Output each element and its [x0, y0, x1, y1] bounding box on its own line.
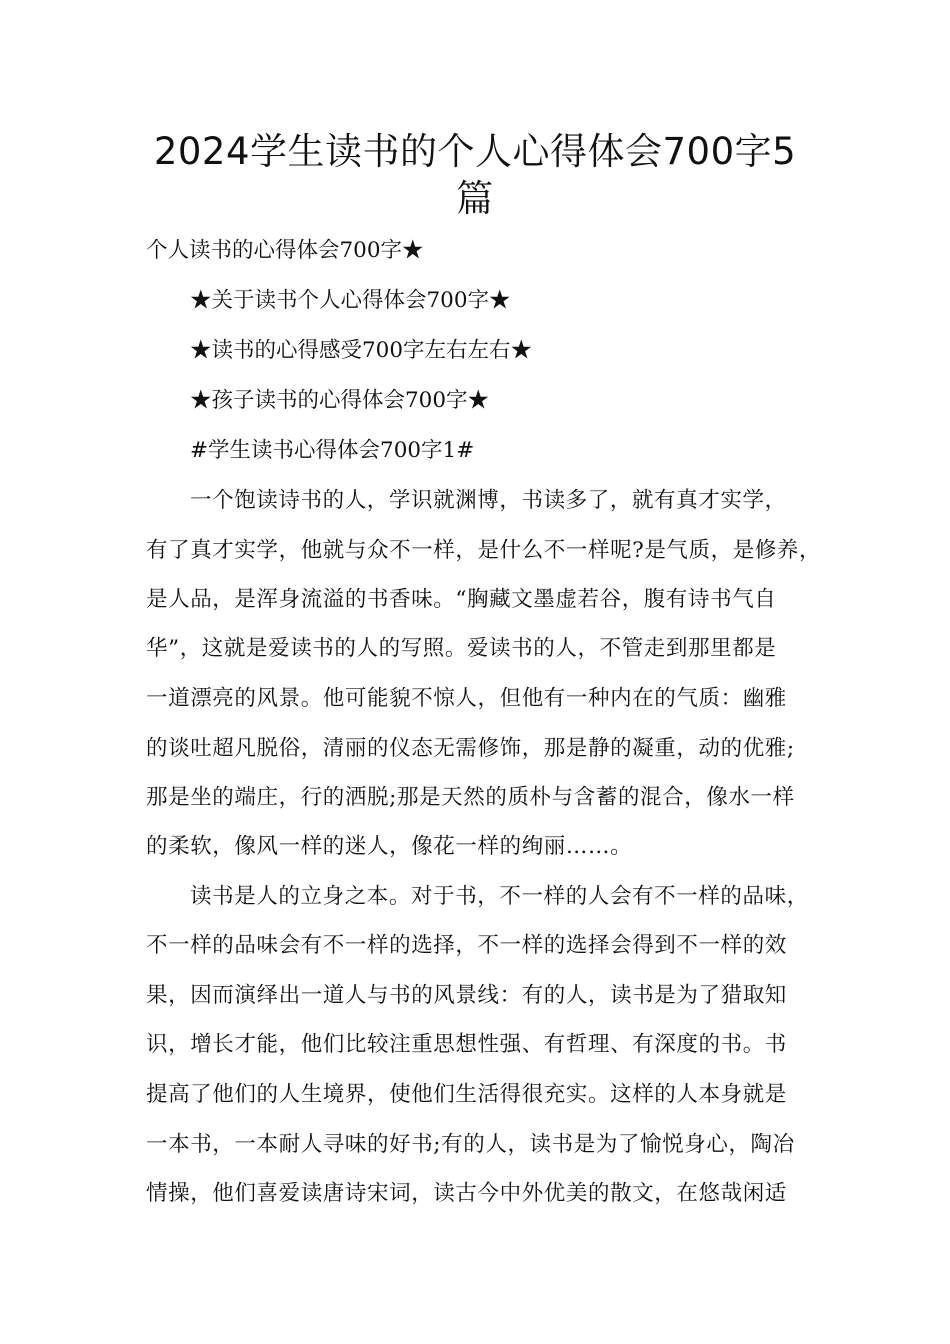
paragraph-line: 果，因而演绎出一道人与书的风景线：有的人，读书是为了猎取知 — [146, 983, 787, 1008]
section-heading: #学生读书心得体会700字1# — [190, 438, 475, 463]
paragraph-line: 一道漂亮的风景。他可能貌不惊人，但他有一种内在的气质：幽雅 — [146, 686, 787, 711]
paragraph-line: 识，增长才能，他们比较注重思想性强、有哲理、有深度的书。书 — [146, 1032, 787, 1057]
document-title — [120, 128, 830, 222]
toc-item: 个人读书的心得体会700字★ — [146, 238, 424, 263]
toc-item: ★孩子读书的心得体会700字★ — [190, 388, 490, 413]
paragraph-line: 读书是人的立身之本。对于书，不一样的人会有不一样的品味， — [190, 884, 809, 909]
title-line-2: 篇 — [456, 177, 494, 220]
paragraph-line: 情操，他们喜爱读唐诗宋词，读古今中外优美的散文，在悠哉闲适 — [146, 1181, 787, 1206]
paragraph-line: 一本书，一本耐人寻味的好书;有的人，读书是为了愉悦身心，陶冶 — [146, 1132, 795, 1157]
paragraph-line: 有了真才实学，他就与众不一样，是什么不一样呢?是气质，是修养， — [146, 538, 822, 563]
paragraph-line: 是人品，是浑身流溢的书香味。“胸藏文墨虚若谷，腹有诗书气自 — [146, 587, 777, 612]
paragraph-line: 那是坐的端庄，行的洒脱;那是天然的质朴与含蓄的混合，像水一样 — [146, 785, 795, 810]
toc-item: ★读书的心得感受700字左右左右★ — [190, 338, 533, 363]
paragraph-line: 的柔软，像风一样的迷人，像花一样的绚丽……。 — [146, 834, 633, 859]
paragraph-line: 华”，这就是爱读书的人的写照。爱读书的人，不管走到那里都是 — [146, 636, 777, 661]
paragraph-line: 一个饱读诗书的人，学识就渊博，书读多了，就有真才实学， — [190, 488, 787, 513]
toc-item: ★关于读书个人心得体会700字★ — [190, 288, 511, 313]
paragraph-line: 不一样的品味会有不一样的选择，不一样的选择会得到不一样的效 — [146, 933, 787, 958]
paragraph-line: 提高了他们的人生境界，使他们生活得很充实。这样的人本身就是 — [146, 1082, 787, 1107]
paragraph-line: 的谈吐超凡脱俗，清丽的仪态无需修饰，那是静的凝重，动的优雅; — [146, 736, 795, 761]
title-line-1: 2024学生读书的个人心得体会700字5 — [153, 130, 797, 173]
